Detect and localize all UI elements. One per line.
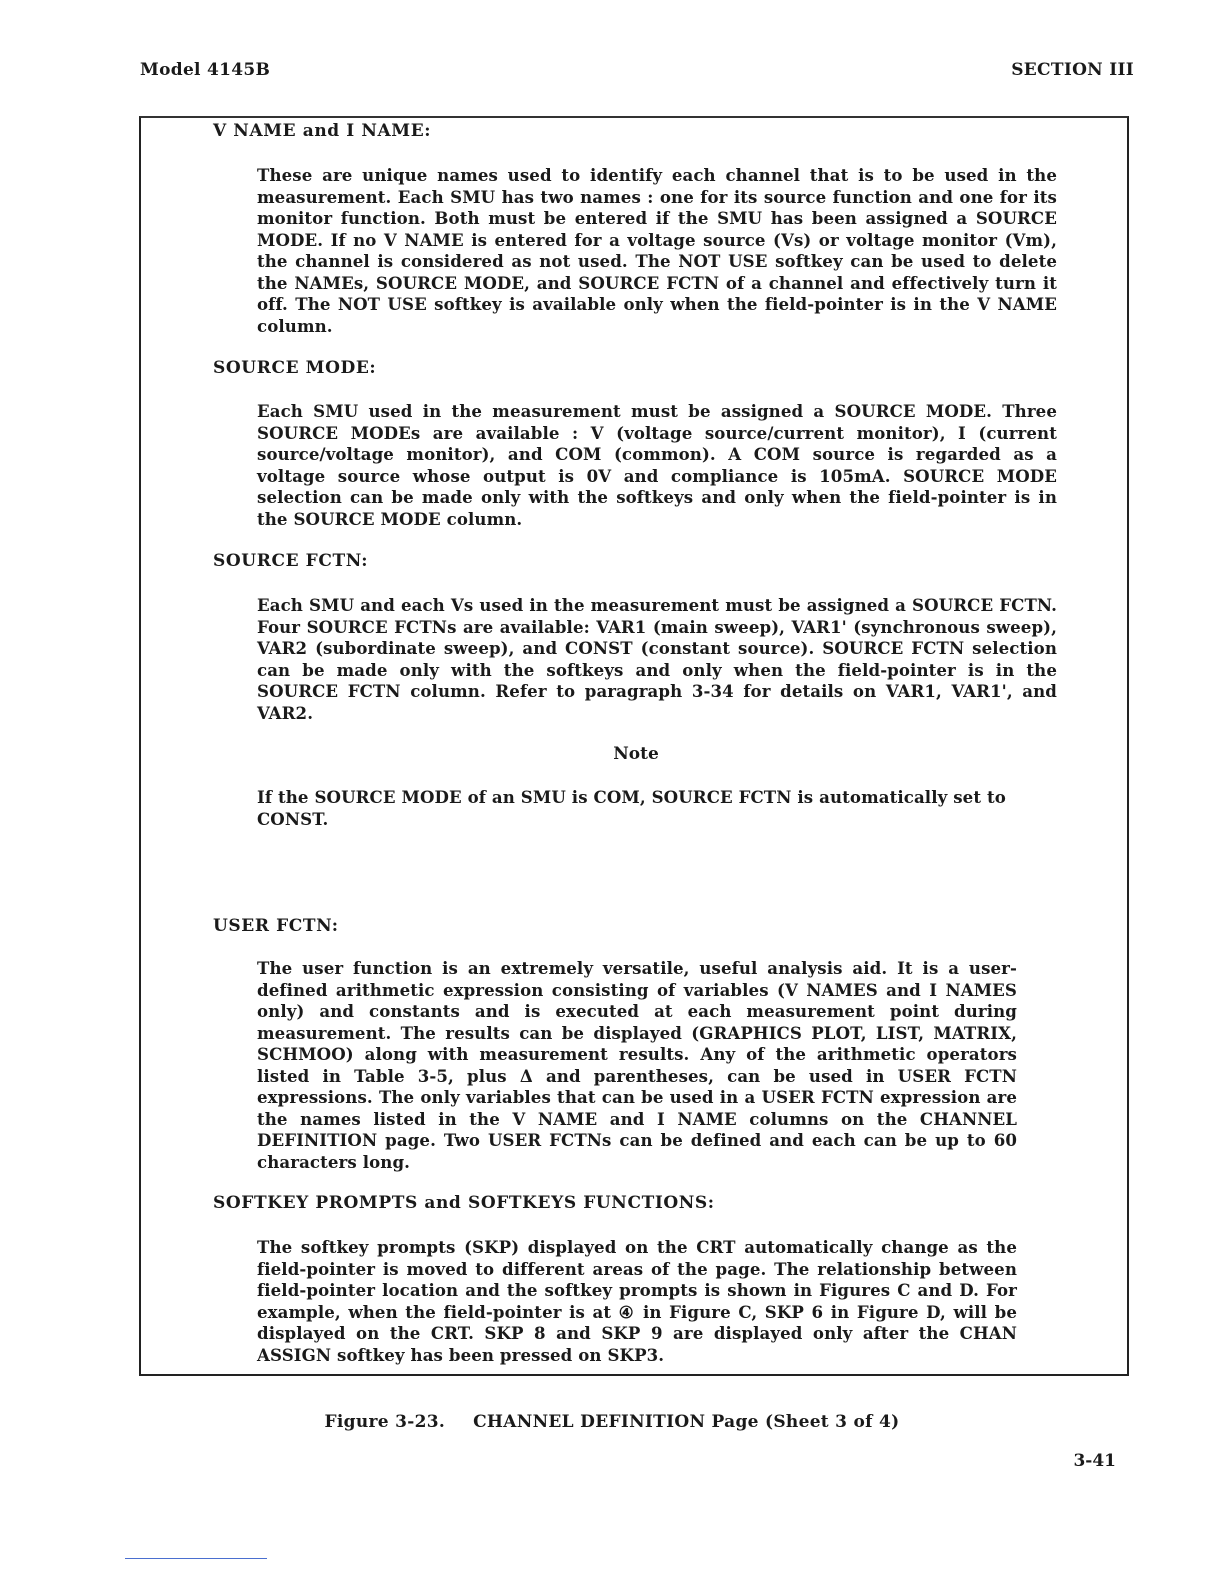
- para-note: If the SOURCE MODE of an SMU is COM, SOURCE FCTN is automatically set to CONST.: [257, 787, 1006, 829]
- figure-caption: [0, 1412, 1224, 1432]
- para-user-fctn: The user function is an extremely versatile, useful analysis aid. It is a user-defined arithmetic expression consisting of variables (V NAMES and I NAMES only) and constants and is executed at each measurement point during measurement. The results can be displayed (GRAPHICS PLOT, LIST, MATRIX, SCHMOO) along with measurement results. Any of the arithmetic operators listed in Table 3-5, plus Δ and parentheses, can be used in USER FCTN expressions. The only variables that can be used in a USER FCTN expression are the names listed in the V NAME and I NAME columns on the CHANNEL DEFINITION page. Two USER FCTNs can be defined and each can be up to 60 characters long.: [257, 958, 1017, 1172]
- para-softkey: The softkey prompts (SKP) displayed on the CRT automatically change as the field-pointer is moved to different areas of the page. The relationship between field-pointer location and the softkey prompts is shown in Figures C and D. For example, when the field-pointer is at ④ in Figure C, SKP 6 in Figure D, will be displayed on the CRT. SKP 8 and SKP 9 are displayed only after the CHAN ASSIGN softkey has been pressed on SKP3.: [257, 1237, 1017, 1365]
- note-title: Note: [613, 744, 659, 764]
- heading-softkey: SOFTKEY PROMPTS and SOFTKEYS FUNCTIONS:: [213, 1193, 715, 1213]
- header-model: Model 4145B: [140, 60, 271, 80]
- footer-rule: [125, 1558, 267, 1559]
- para-source-mode: Each SMU used in the measurement must be assigned a SOURCE MODE. Three SOURCE MODEs are available : V (voltage source/current monitor), I (current source/voltage monitor), and COM (common). A COM source is regarded as a voltage source whose output is 0V and compliance is 105mA. SOURCE MODE selection can be made only with the softkeys and only when the field-pointer is in the SOURCE MODE column.: [257, 401, 1057, 529]
- header-section: SECTION III: [1011, 60, 1134, 80]
- figure-title: CHANNEL DEFINITION Page (Sheet 3 of 4): [473, 1412, 900, 1432]
- heading-user-fctn: USER FCTN:: [213, 916, 339, 936]
- heading-source-mode: SOURCE MODE:: [213, 358, 377, 378]
- content-frame: [139, 116, 1129, 1376]
- page-number: 3-41: [1073, 1451, 1116, 1471]
- heading-vname: V NAME and I NAME:: [213, 121, 432, 141]
- para-source-fctn: Each SMU and each Vs used in the measurement must be assigned a SOURCE FCTN. Four SOURCE FCTNs are available: VAR1 (main sweep), VAR1' (synchronous sweep), VAR2 (subordinate sweep), and CONST (constant source). SOURCE FCTN selection can be made only with the softkeys and only when the field-pointer is in the SOURCE FCTN column. Refer to paragraph 3-34 for details on VAR1, VAR1', and VAR2.: [257, 595, 1057, 723]
- figure-number: Figure 3-23.: [324, 1412, 446, 1432]
- heading-source-fctn: SOURCE FCTN:: [213, 551, 369, 571]
- para-vname: These are unique names used to identify each channel that is to be used in the measurement. Each SMU has two names : one for its source function and one for its monitor function. Both must be entered if the SMU has been assigned a SOURCE MODE. If no V NAME is entered for a voltage source (Vs) or voltage monitor (Vm), the channel is considered as not used. The NOT USE softkey can be used to delete the NAMEs, SOURCE MODE, and SOURCE FCTN of a channel and effectively turn it off. The NOT USE softkey is available only when the field-pointer is in the V NAME column.: [257, 165, 1057, 336]
